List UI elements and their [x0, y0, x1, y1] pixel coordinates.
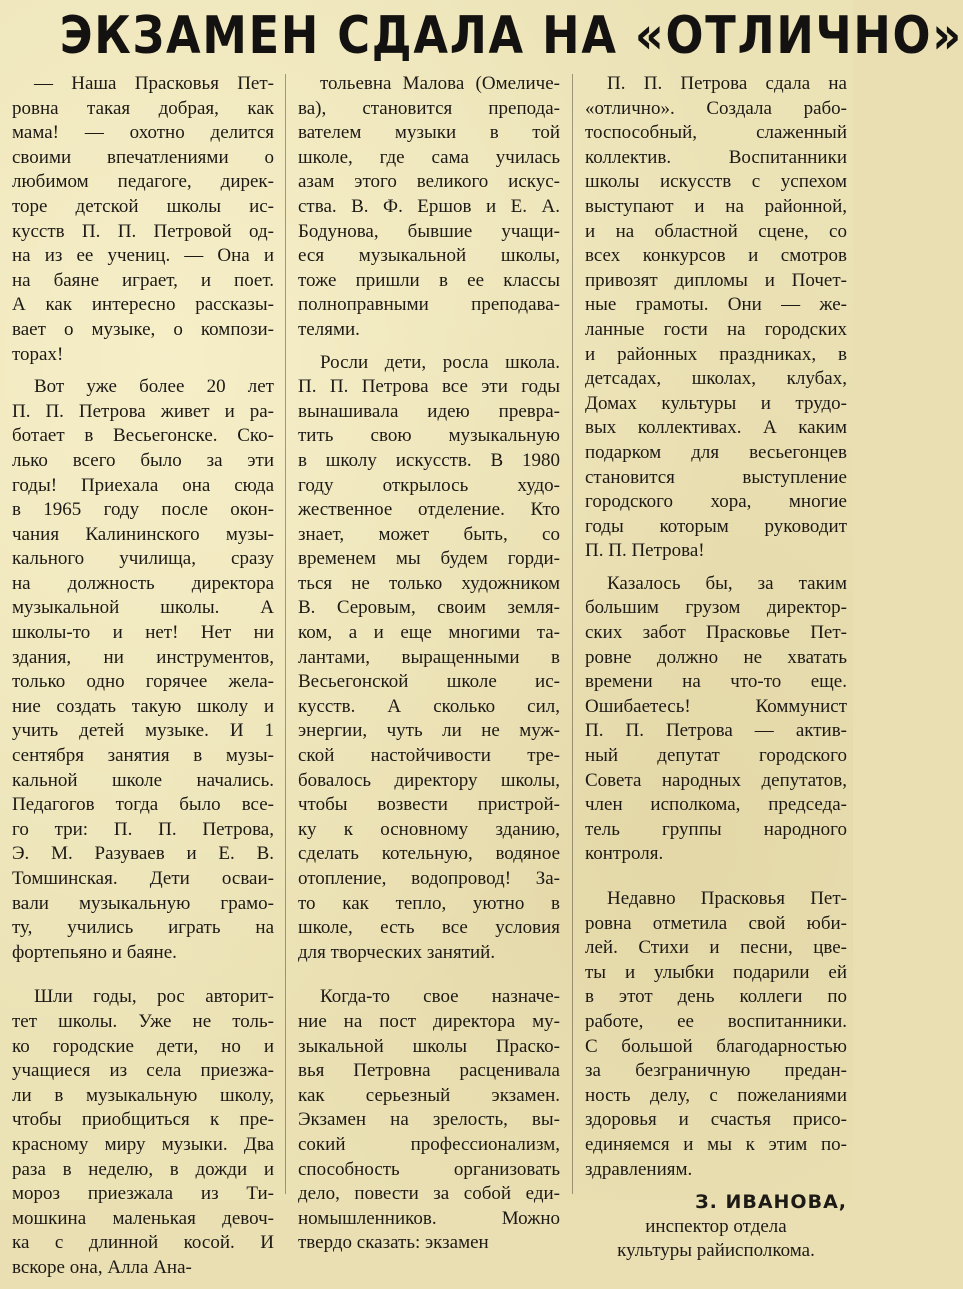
text-line: Весьегонской школе ис-	[298, 671, 560, 693]
text-line: П. П. Петрова все эти годы	[298, 376, 560, 398]
article-paragraph	[585, 572, 847, 867]
text-line: большим грузом директор-	[585, 597, 847, 619]
text-line: ко городские дети, но и	[12, 1035, 274, 1057]
text-line: вали музыкальную грамо-	[12, 892, 274, 914]
text-line: го три: П. П. Петрова,	[12, 818, 274, 840]
text-line: Вот уже более 20 лет	[34, 376, 274, 398]
column-rule	[285, 74, 286, 1194]
text-line: телями.	[298, 318, 360, 340]
text-line: Экзамен на зрелость, вы-	[298, 1109, 560, 1131]
article-paragraph	[12, 72, 274, 367]
text-line: мошкина маленькая девоч-	[12, 1207, 274, 1229]
text-line: ровна такая добрая, как	[12, 97, 274, 119]
text-line: торах!	[12, 343, 64, 365]
text-line: здания, ни инструментов,	[12, 646, 274, 668]
text-line: чтобы приобщиться к пре-	[12, 1109, 274, 1131]
text-line: ва), становится препода-	[298, 97, 560, 119]
article-paragraph	[298, 72, 560, 343]
text-line: вых коллективах. А каким	[585, 417, 847, 439]
text-line: коллектив. Воспитанники	[585, 146, 847, 168]
text-line: и на областной сцене, со	[585, 220, 847, 242]
text-line: П. П. Петрова сдала на	[607, 73, 847, 94]
text-line: ты и улыбки подарили ей	[585, 961, 847, 983]
author-signature: З. ИВАНОВА,	[695, 1191, 847, 1214]
article-paragraph	[298, 985, 560, 1256]
text-line: ные грамоты. Они — же-	[585, 294, 847, 316]
text-line: жественное отделение. Кто	[298, 499, 560, 521]
text-line: подарком для весьегонцев	[585, 441, 847, 463]
text-line: фортепьяно и баяне.	[12, 941, 177, 963]
text-line: тоспособный, слаженный	[585, 122, 847, 144]
text-line: Э. М. Разуваев и Е. В.	[12, 843, 274, 865]
text-line: Росли дети, росла школа.	[320, 351, 560, 373]
article-paragraph	[298, 351, 560, 966]
text-line: здоровья и счастья присо-	[585, 1109, 847, 1131]
text-line: ровна отметила свой юби-	[585, 912, 847, 934]
text-line: ка с длинной косой. И	[12, 1232, 274, 1254]
text-line: ту, учились играть на	[12, 917, 274, 939]
article-paragraph	[12, 985, 274, 1280]
text-line: П. П. Петрова — актив-	[585, 720, 847, 742]
text-line: А как интересно рассказы-	[12, 294, 274, 316]
text-line: времени на что-то еще.	[585, 671, 847, 693]
text-line: мама! — охотно делится	[12, 122, 274, 144]
paragraph-gap	[12, 973, 274, 985]
text-line: только одно горячее жела-	[12, 671, 274, 693]
text-line: Педагогов тогда было все-	[12, 794, 274, 816]
text-line: лько всего было за эти	[12, 449, 274, 471]
text-line: городского хора, многие	[585, 491, 847, 513]
text-line: школе, где сама училась	[298, 146, 560, 168]
text-line: ли в музыкальную школу,	[12, 1084, 274, 1106]
text-line: выступают и на районной,	[585, 195, 847, 217]
text-line: еся музыкальной школы,	[298, 245, 560, 267]
text-line: дело, повести за собой еди-	[298, 1183, 560, 1205]
text-line: зыкальной школы Праско-	[298, 1035, 560, 1057]
text-line: всех конкурсов и смотров	[585, 245, 847, 267]
article-column-3	[585, 72, 847, 1263]
text-line: ботает в Весьегонске. Ско-	[12, 425, 274, 447]
text-line: сокий профессионализм,	[298, 1133, 560, 1155]
text-line: любимом педагоге, дирек-	[12, 171, 274, 193]
text-line: С большой благодарностью	[585, 1035, 847, 1057]
text-line: году открылось худо-	[298, 474, 560, 496]
text-line: тет школы. Уже не толь-	[12, 1010, 274, 1032]
text-line: ских забот Прасковье Пет-	[585, 622, 847, 644]
text-line: энергии, чуть ли не муж-	[298, 720, 560, 742]
text-line: ться не только художником	[298, 572, 560, 594]
text-line: В. Серовым, своим земля-	[298, 597, 560, 619]
paragraph-gap	[298, 973, 560, 985]
text-line: Казалось бы, за таким	[607, 572, 847, 594]
text-line: работе, ее воспитанники.	[585, 1010, 847, 1032]
text-line: учащиеся из села приезжа-	[12, 1060, 274, 1082]
text-line: Домах культуры и трудо-	[585, 392, 847, 414]
text-line: сентября занятия в музы-	[12, 745, 274, 767]
text-line: торе детской школы ис-	[12, 195, 274, 217]
text-line: школы искусств с успехом	[585, 171, 847, 193]
text-line: ской настойчивости тре-	[298, 745, 560, 767]
text-line: и районных праздниках, в	[585, 343, 847, 365]
text-line: ние на пост директора му-	[298, 1010, 560, 1032]
text-line: в 1965 году после окон-	[12, 499, 274, 521]
text-line: ровне должно не хватать	[585, 646, 847, 668]
text-line: учить детей музыке. И 1	[12, 720, 274, 742]
text-line: «отлично». Создала рабо-	[585, 97, 847, 119]
text-line: в этот день коллеги по	[585, 986, 847, 1008]
text-line: становится выступление	[585, 466, 847, 488]
text-line: детсадах, школах, клубах,	[585, 368, 847, 390]
author-title: инспектор отдела	[645, 1215, 787, 1237]
text-line: Совета народных депутатов,	[585, 769, 847, 791]
article-column-2	[298, 72, 560, 1264]
text-line: как серьезный экзамен.	[298, 1084, 560, 1106]
article-paragraph	[585, 72, 847, 564]
paragraph-gap	[585, 875, 847, 887]
text-line: то как тепло, уютно в	[298, 892, 560, 914]
text-line: П. П. Петрова!	[585, 540, 705, 562]
text-line: тоже пришли в ее классы	[298, 269, 560, 291]
text-line: вскоре она, Алла Ана-	[12, 1256, 192, 1278]
text-line: красному миру музыки. Два	[12, 1133, 274, 1155]
text-line: твердо сказать: экзамен	[298, 1232, 489, 1254]
text-line: полноправными преподава-	[298, 294, 560, 316]
text-line: Томшинская. Дети осваи-	[12, 868, 274, 889]
text-line: музыкальной школы. А	[12, 597, 274, 619]
text-line: лантами, выращенными в	[298, 646, 560, 668]
text-line: чания Калининского музы-	[12, 523, 274, 545]
text-line: школы-то и нет! Нет ни	[12, 622, 274, 644]
text-line: ком, а и еще многими та-	[298, 622, 560, 644]
text-line: вья Петровна расценивала	[298, 1060, 560, 1082]
text-line: лей. Стихи и песни, цве-	[585, 937, 847, 959]
text-line: номышленников. Можно	[298, 1207, 560, 1229]
text-line: вает о музыке, о компози-	[12, 318, 274, 340]
text-line: в школу искусств. В 1980	[298, 449, 560, 471]
headline: ЭКЗАМЕН СДАЛА НА «ОТЛИЧНО»	[59, 6, 963, 66]
text-line: на баяне играет, и поет.	[12, 269, 274, 291]
text-line: член исполкома, председа-	[585, 794, 847, 816]
text-line: на должность директора	[12, 572, 274, 594]
text-line: годы! Приехала она сюда	[12, 474, 274, 496]
text-line: бовалось директору школы,	[298, 769, 560, 791]
text-line: за безграничную предан-	[585, 1060, 847, 1082]
text-line: единяемся и мы к этим по-	[585, 1133, 847, 1155]
text-line: Недавно Прасковья Пет-	[607, 888, 847, 909]
text-line: вынашивала идею превра-	[298, 400, 560, 422]
text-line: для творческих занятий.	[298, 941, 496, 963]
text-line: отопление, водопровод! За-	[298, 868, 560, 889]
text-line: мороз приезжала из Ти-	[12, 1183, 274, 1205]
text-line: привозят дипломы и Почет-	[585, 269, 847, 291]
text-line: знает, может быть, со	[298, 523, 560, 545]
article-column-1	[12, 72, 274, 1289]
author-title: культуры райисполкома.	[617, 1239, 815, 1261]
text-line: ку к основному зданию,	[298, 818, 560, 840]
text-line: П. П. Петрова живет и ра-	[12, 400, 274, 422]
text-line: — Наша Прасковья Пет-	[34, 73, 274, 94]
text-line: чтобы возвести пристрой-	[298, 794, 560, 816]
text-line: своими впечатлениями о	[12, 146, 274, 168]
text-line: здравлениям.	[585, 1158, 693, 1180]
column-rule	[572, 74, 573, 1194]
text-line: тель группы народного	[585, 818, 847, 840]
text-line: ность делу, с пожеланиями	[585, 1084, 847, 1106]
text-line: вателем музыки в той	[298, 122, 560, 144]
text-line: кального училища, сразу	[12, 548, 274, 570]
text-line: кальной школе начались.	[12, 769, 274, 791]
text-line: Ошибаетесь! Коммунист	[585, 695, 847, 717]
text-line: временем мы будем горди-	[298, 548, 560, 570]
text-line: тольевна Малова (Омеличе-	[320, 73, 560, 94]
article-paragraph	[12, 375, 274, 965]
text-line: Когда-то свое назначе-	[320, 986, 560, 1008]
text-line: кусств П. П. Петровой од-	[12, 220, 274, 242]
text-line: сделать котельную, водяное	[298, 843, 560, 865]
text-line: школе, есть все условия	[298, 917, 560, 939]
text-line: ланные гости на городских	[585, 318, 847, 340]
text-line: Шли годы, рос авторит-	[34, 986, 274, 1008]
text-line: азам этого великого искус-	[298, 171, 560, 193]
text-line: ства. В. Ф. Ершов и Е. А.	[298, 195, 560, 217]
text-line: тить свою музыкальную	[298, 425, 560, 447]
text-line: контроля.	[585, 843, 664, 865]
text-line: ный депутат городского	[585, 745, 847, 767]
article-paragraph	[585, 887, 847, 1182]
text-line: ние создать такую школу и	[12, 695, 274, 717]
text-line: годы которым руководит	[585, 515, 847, 537]
text-line: способность организовать	[298, 1158, 560, 1180]
text-line: на из ее учениц. — Она и	[12, 245, 274, 267]
text-line: раза в неделю, в дожди и	[12, 1158, 274, 1180]
text-line: кусств. А сколько сил,	[298, 695, 560, 717]
text-line: Бодунова, бывшие учащи-	[298, 220, 560, 242]
